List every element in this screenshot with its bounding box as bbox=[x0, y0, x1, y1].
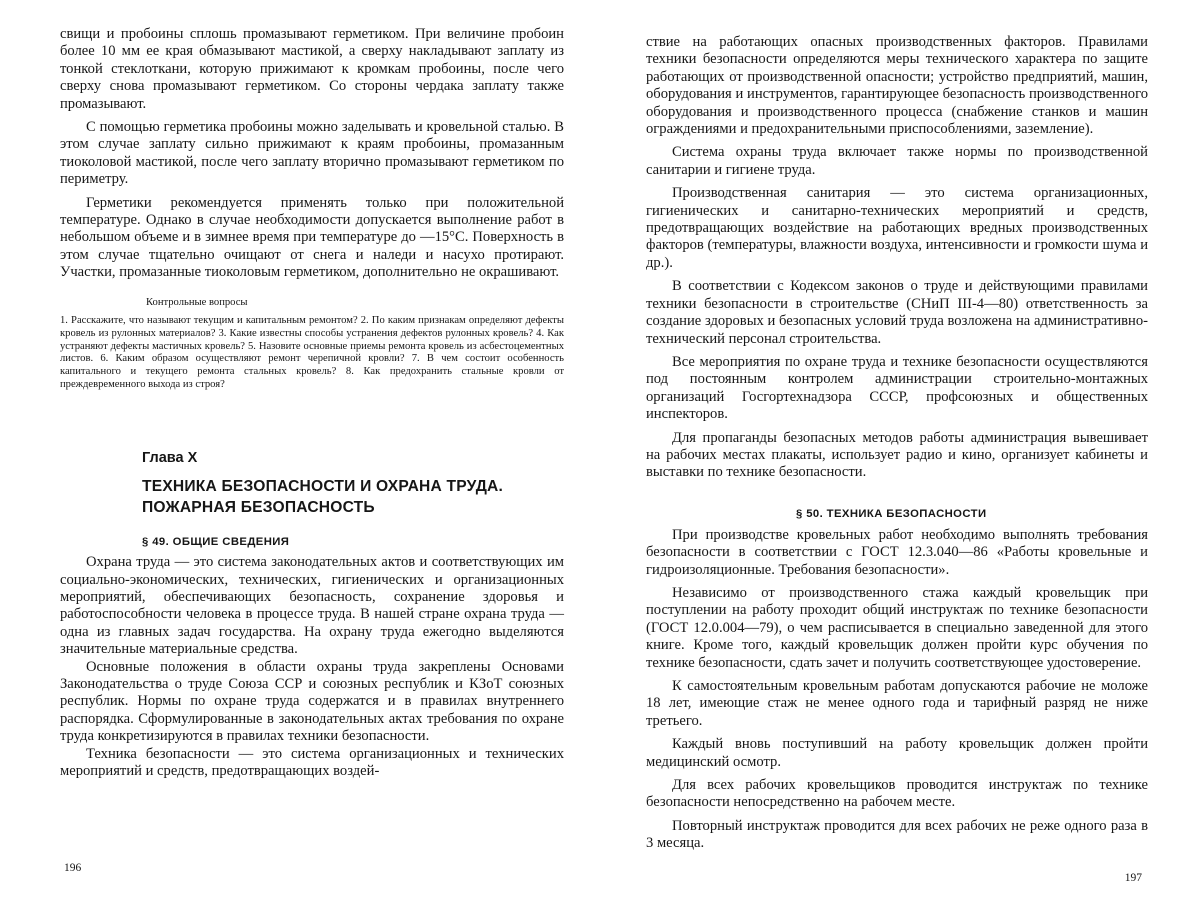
paragraph: В соответствии с Кодексом законов о труде и действующими правилами техники безопасности в строительстве (СНиП III-4—80) ответственность за создание здоровых и безопасных условий труда возложена на административно-технический персонал строительства. bbox=[646, 278, 1148, 347]
paragraph: Основные положения в области охраны труда закреплены Основами Законодательства о труде Союза ССР и союзных республик и КЗоТ союзных республик. Нормы по охране труда содержатся и в правилах внутреннего распорядка. Сформулированные в законодательных актах требования по охране труда конкретизируются в правилах техники безопасности. bbox=[60, 658, 564, 745]
paragraph: Для всех рабочих кровельщиков проводится инструктаж по технике безопасности непосредственно на рабочем месте. bbox=[646, 777, 1148, 811]
paragraph: Для пропаганды безопасных методов работы администрация вывешивает на рабочих местах плакаты, использует радио и кино, организует кабинеты и выставки по технике безопасности. bbox=[646, 429, 1148, 481]
paragraph: ствие на работающих опасных производственных факторов. Правилами техники безопасности определяются меры технического характера по защите работающих от производственной опасности; устройство предприятий, машин, оборудования и инструментов, гарантирующее безопасность производственного оборудования и производственного процесса (снабжение станков и машин ограждениями и предохранительными приспособлениями, заземление). bbox=[646, 34, 1148, 138]
chapter-title-line: ПОЖАРНАЯ БЕЗОПАСНОСТЬ bbox=[142, 499, 375, 517]
page-number: 197 bbox=[1124, 872, 1142, 884]
section-heading: § 50. ТЕХНИКА БЕЗОПАСНОСТИ bbox=[796, 507, 987, 520]
paragraph: свищи и пробоины сплошь промазывают герметиком. При величине пробоин более 10 мм ее края обмазывают мастикой, а сверху накладывают заплату из тонкой стеклоткани, которую прижимают к кромкам пробоины, после чего сверху снова промазывают герметиком. Со стороны чердака заплату также промазывают. bbox=[60, 26, 564, 112]
chapter-title-line: ТЕХНИКА БЕЗОПАСНОСТИ И ОХРАНА ТРУДА. bbox=[142, 478, 504, 496]
page-number: 196 bbox=[64, 862, 82, 874]
paragraph: Техника безопасности — это система организационных и технических мероприятий и средств, предотвращающих воздей- bbox=[60, 745, 564, 779]
paragraph: Охрана труда — это система законодательных актов и соответствующих им социально-экономических, технических, гигиенических и организационных мероприятий, обеспечивающих безопасность, сохранение здоровья и работоспособности человека в процессе труда. В нашей стране охрана труда — одна из главных задач государства. На охрану труда ежегодно выделяются значительные материальные средства. bbox=[60, 554, 564, 658]
section-heading: § 49. ОБЩИЕ СВЕДЕНИЯ bbox=[142, 536, 290, 549]
chapter-title bbox=[142, 476, 564, 518]
paragraph: Каждый вновь поступивший на работу кровельщик должен пройти медицинский осмотр. bbox=[646, 736, 1148, 770]
paragraph: Производственная санитария — это система организационных, гигиенических и санитарно-технических мероприятий и средств, предотвращающих воздействие на работающих вредных производственных факторов (температуры, влажности воздуха, интенсивности и громкости шума и др.). bbox=[646, 185, 1148, 271]
chapter-label: Глава X bbox=[142, 450, 198, 467]
paragraph: Повторный инструктаж проводится для всех рабочих не реже одного раза в 3 месяца. bbox=[646, 817, 1148, 852]
paragraph: С помощью герметика пробоины можно заделывать и кровельной сталью. В этом случае заплату сильно прижимают к краям пробоины, промазанным тиоколовой мастикой, после чего заплату вторично промазывают герметиком по периметру. bbox=[60, 119, 564, 188]
paragraph: Герметики рекомендуется применять только при положительной температуре. Однако в случае необходимости допускается выполнение работ в небольшом объеме и в зимнее время при температуре до —15°С. Поверхность в этом случае тщательно очищают от снега и наледи и насухо протирают. Участки, промазанные тиоколовым герметиком, дополнительно не окрашивают. bbox=[60, 194, 564, 281]
questions-text: 1. Расскажите, что называют текущим и капитальным ремонтом? 2. По каким признакам определяют дефекты кровель из рулонных материалов? 3. Какие известны способы устранения дефектов рулонных кровель? 4. Как устраняют дефекты мастичных кровель? 5. Назовите основные приемы ремонта кровель из асбестоцементных листов. 6. Каким образом осуществляют ремонт черепичной кровли? 7. В чем состоит особенность капитального и текущего ремонта стальных кровель? 8. Как предохранить стальные кровли от преждевременного выхода из строя? bbox=[60, 314, 564, 391]
paragraph: Независимо от производственного стажа каждый кровельщик при поступлении на работу проходит общий инструктаж по технике безопасности (ГОСТ 12.0.004—79), о чем расписывается в специально заведенной для этого книге. Кроме того, каждый кровельщик должен пройти курс обучения по технике безопасности, сдать зачет и получить соответствующее удостоверение. bbox=[646, 584, 1148, 671]
paragraph: Все мероприятия по охране труда и технике безопасности осуществляются под постоянным контролем администрации строительно-монтажных организаций Госгортехнадзора СССР, профсоюзных и общественных инспекторов. bbox=[646, 353, 1148, 423]
right-page bbox=[600, 0, 1200, 908]
paragraph: При производстве кровельных работ необходимо выполнять требования безопасности в соответствии с ГОСТ 12.3.040—86 «Работы кровельные и гидроизоляционные. Требования безопасности». bbox=[646, 526, 1148, 578]
paragraph: Система охраны труда включает также нормы по производственной санитарии и гигиене труда. bbox=[646, 144, 1148, 178]
paragraph: К самостоятельным кровельным работам допускаются рабочие не моложе 18 лет, имеющие стаж не менее одного года и тарифный разряд не ниже третьего. bbox=[646, 678, 1148, 729]
questions-title: Контрольные вопросы bbox=[146, 296, 248, 308]
